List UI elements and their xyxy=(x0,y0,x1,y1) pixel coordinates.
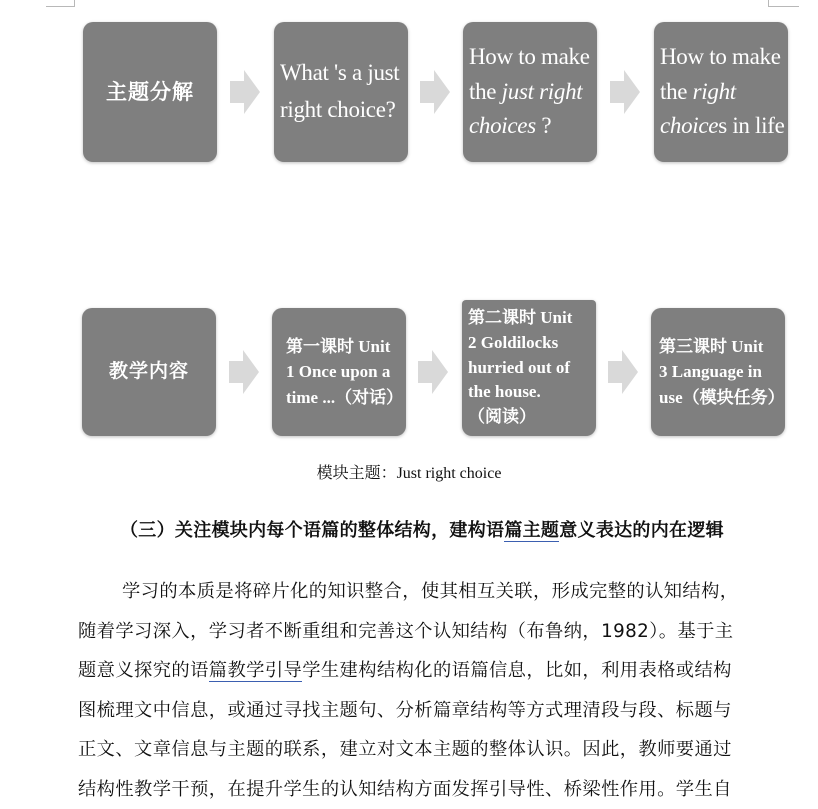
underlined-term: 篇教学引导 xyxy=(209,660,302,682)
arrow-right-icon xyxy=(610,70,640,114)
page-corner-mark-left xyxy=(46,0,75,7)
flow-box-teaching-content xyxy=(82,308,216,436)
page-corner-mark-right xyxy=(768,0,799,7)
flow-box-text: 第一课时 Unit 1 Once upon a time ...（对话） xyxy=(272,334,406,411)
underlined-term: 篇主题 xyxy=(504,520,559,542)
paragraph-line: 学习的本质是将碎片化的知识整合，使其相互关联，形成完整的认知结构， xyxy=(78,572,770,612)
arrow-right-icon xyxy=(420,70,450,114)
paragraph-line: 正文、文章信息与主题的联系，建立对文本主题的整体认识。因此，教师要通过 xyxy=(78,730,770,770)
flow-box-text: What 's a just right choice? xyxy=(274,55,405,129)
flow-box-how-to-make-choices xyxy=(463,22,597,162)
flow-box-text: 第二课时 Unit 2 Goldilocks hurried out of the house. （阅读） xyxy=(462,306,578,429)
flow-box-right-choices-in-life xyxy=(654,22,788,162)
flow-box-lesson-2 xyxy=(462,300,596,436)
arrow-right-icon xyxy=(230,70,260,114)
body-paragraph xyxy=(78,572,770,809)
paragraph-line: 题意义探究的语篇教学引导学生建构结构化的语篇信息，比如，利用表格或结构 xyxy=(78,651,770,691)
paragraph-line: 结构性教学干预，在提升学生的认知结构方面发挥引导性、桥梁性作用。学生自 xyxy=(78,770,770,809)
paragraph-line: 随着学习深入，学习者不断重组和完善这个认知结构（布鲁纳，1982）。基于主 xyxy=(78,612,770,652)
flow-box-label: 教学内容 xyxy=(103,358,195,386)
flow-box-theme-breakdown xyxy=(83,22,217,162)
flow-box-what-is-just-right xyxy=(274,22,408,162)
arrow-right-icon xyxy=(418,350,448,394)
flow-box-lesson-1 xyxy=(272,308,406,436)
flow-box-text: How to make the right choices in life ? xyxy=(654,40,806,144)
flow-box-text: 第三课时 Unit 3 Language in use（模块任务） xyxy=(651,334,791,411)
flow-box-text: How to make the just right choices ? xyxy=(463,40,596,144)
section-heading: （三）关注模块内每个语篇的整体结构，建构语篇主题意义表达的内在逻辑 xyxy=(120,516,724,542)
paragraph-line: 图梳理文中信息，或通过寻找主题句、分析篇章结构等方式理清段与段、标题与 xyxy=(78,691,770,731)
flow-box-lesson-3 xyxy=(651,308,785,436)
flow-box-label: 主题分解 xyxy=(100,77,200,107)
figure-caption: 模块主题：Just right choice xyxy=(0,460,818,483)
arrow-right-icon xyxy=(229,350,259,394)
arrow-right-icon xyxy=(608,350,638,394)
